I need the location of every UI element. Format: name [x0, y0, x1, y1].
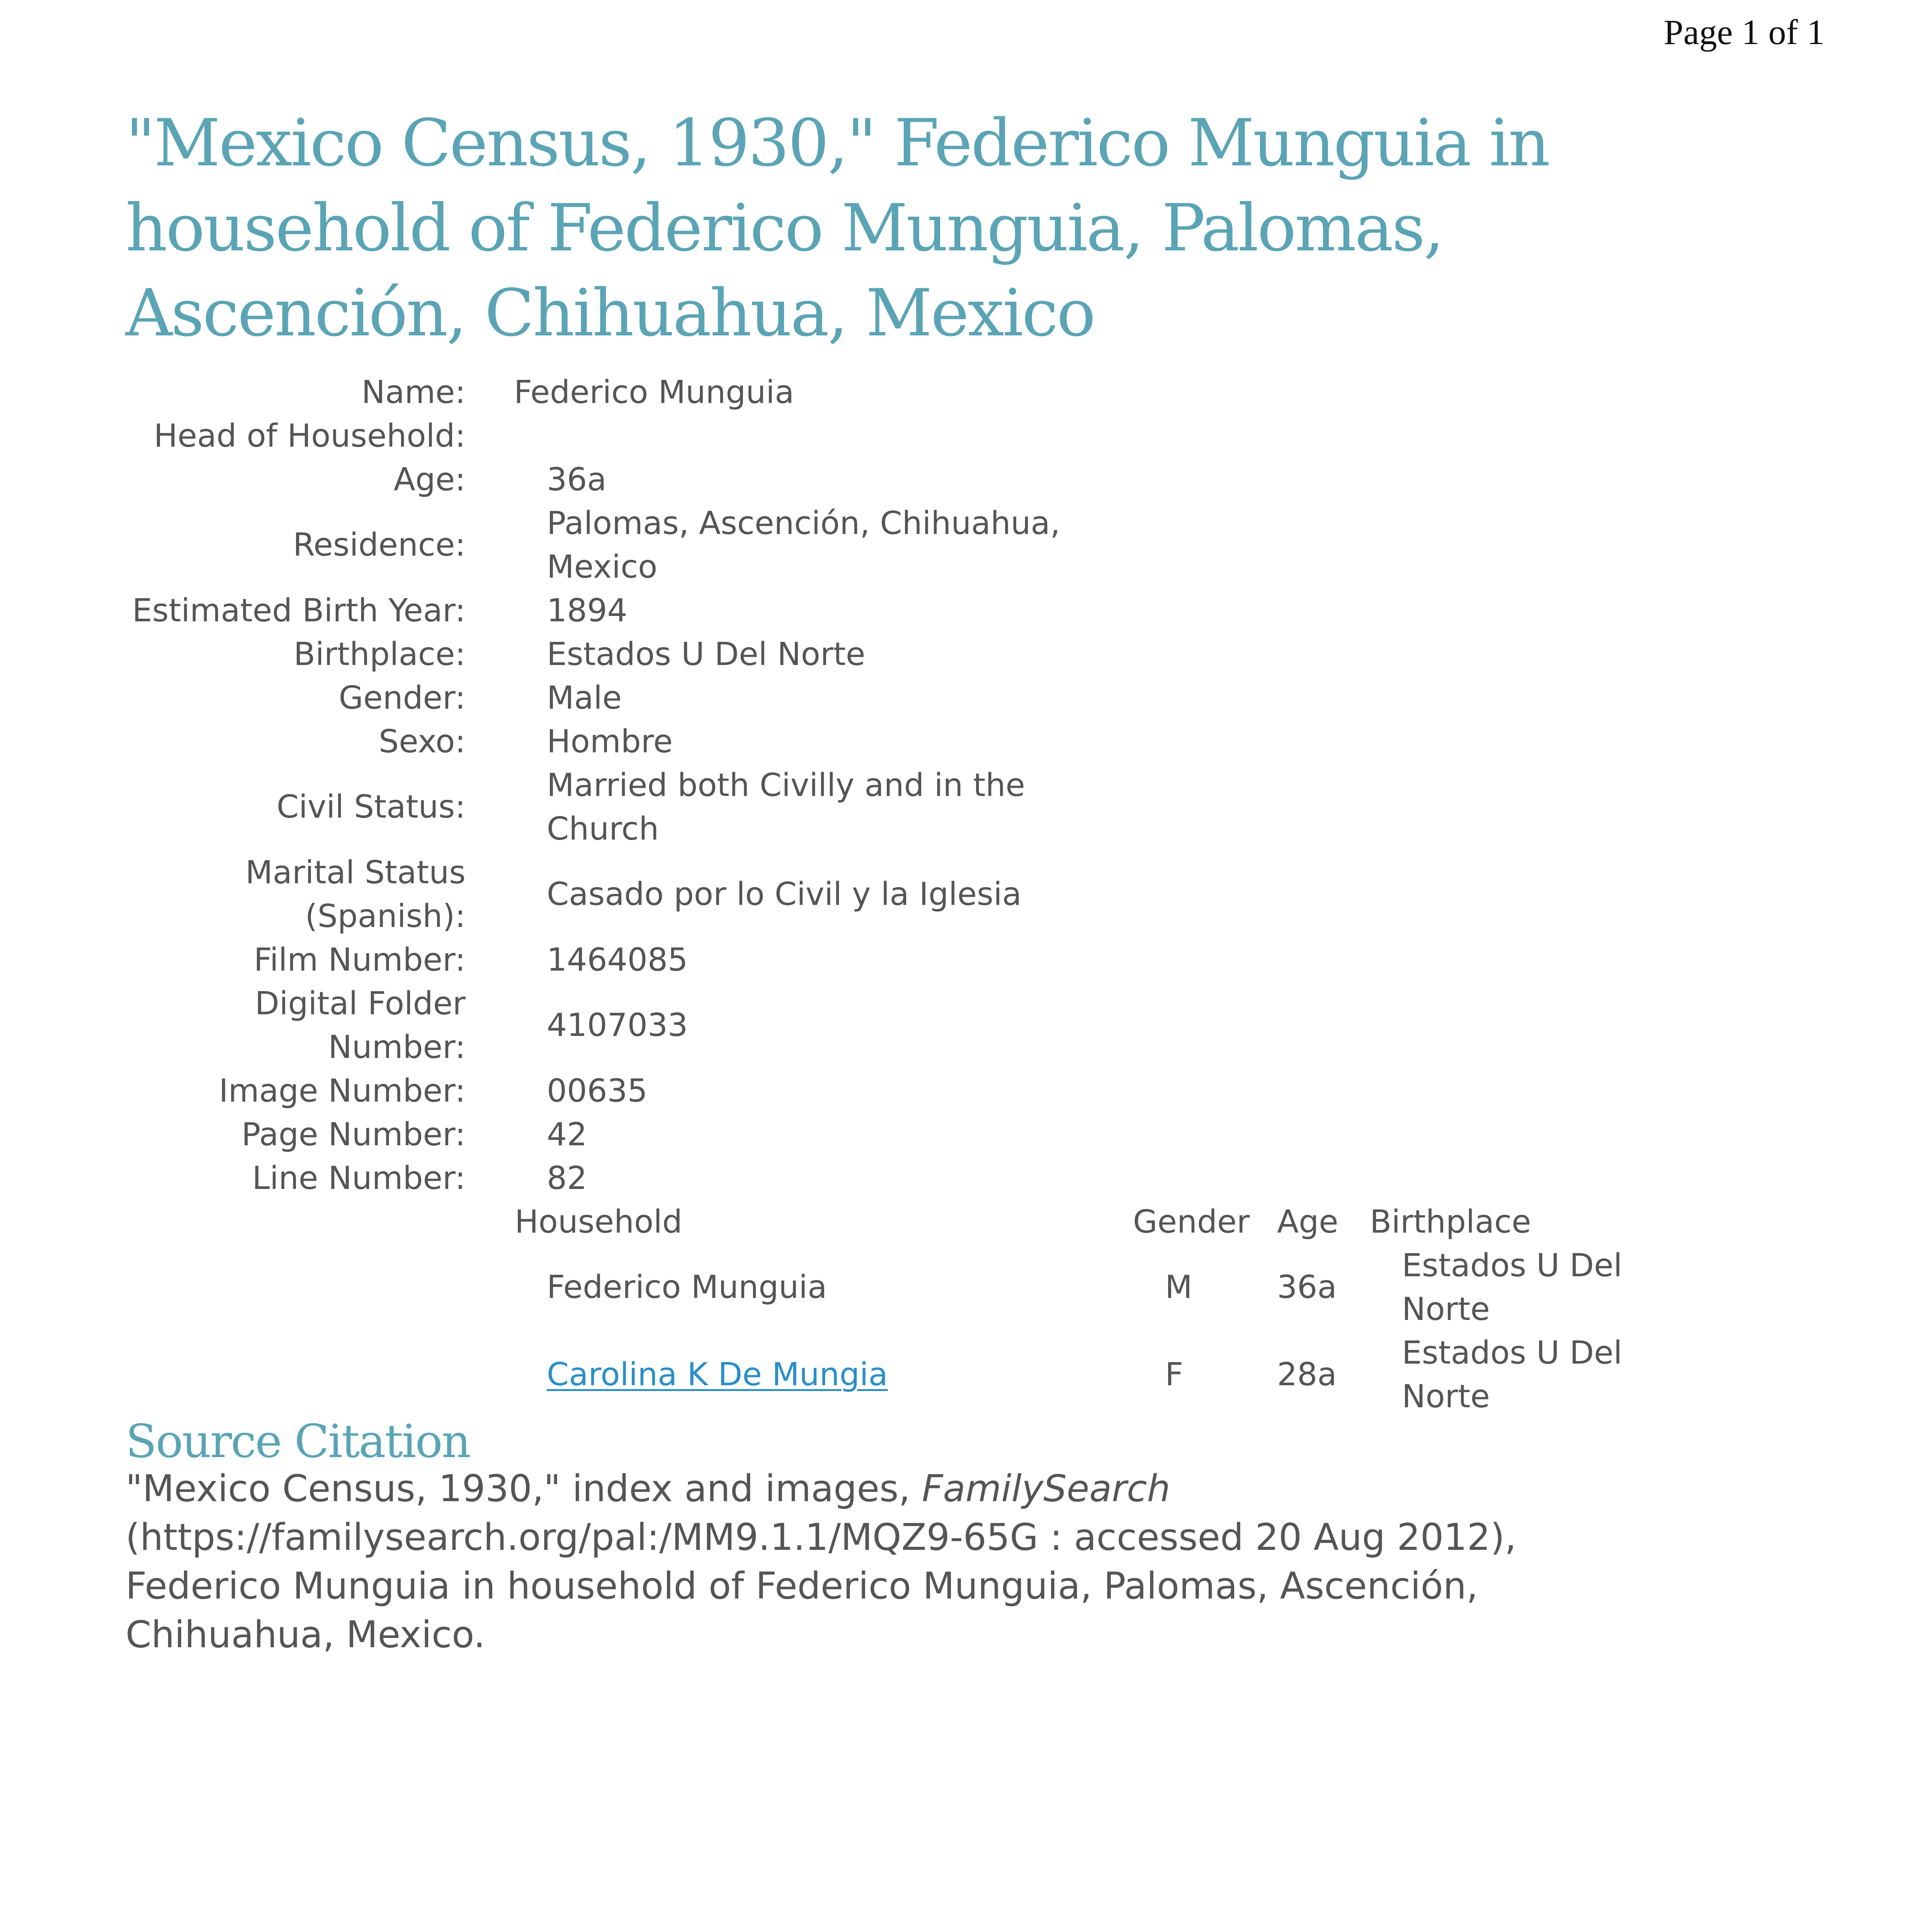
household-member-birthplace: Estados U Del: [1402, 1335, 1622, 1371]
field-value: Married both Civilly and in the: [547, 767, 1025, 804]
field-label-continued: Number:: [328, 1029, 466, 1066]
household-member-birthplace-continued: Norte: [1402, 1378, 1490, 1415]
household-member-age: 28a: [1277, 1356, 1337, 1393]
field-label: Estimated Birth Year:: [132, 592, 466, 629]
field-label: Image Number:: [219, 1073, 466, 1109]
source-citation-heading: Source Citation: [126, 1415, 470, 1468]
field-label-continued: (Spanish):: [305, 898, 466, 935]
field-value: Estados U Del Norte: [547, 636, 866, 673]
field-value: 1464085: [547, 942, 688, 978]
citation-text-continued: (https://familysearch.org/pal:/MM9.1.1/MQZ9-65G : accessed 20 Aug 2012), Federico Munguia in household of Federico Munguia, Palomas, Ascención, Chihuahua, Mexico.: [126, 1516, 1517, 1656]
household-header: Household: [515, 1204, 682, 1240]
record-title: "Mexico Census, 1930," Federico Munguia in household of Federico Munguia, Palomas, Ascención, Chihuahua, Mexico: [126, 105, 1549, 351]
field-value: 1894: [547, 592, 628, 629]
field-label: Name:: [361, 374, 466, 411]
field-value: 4107033: [547, 1007, 688, 1044]
field-value: 00635: [547, 1073, 648, 1109]
field-label: Sexo:: [379, 723, 466, 760]
field-value-continued: Church: [547, 811, 659, 847]
field-label: Digital Folder: [255, 985, 466, 1022]
household-member-birthplace-continued: Norte: [1402, 1291, 1490, 1328]
citation-text: "Mexico Census, 1930," index and images,: [126, 1468, 922, 1510]
age-header: Age: [1277, 1204, 1338, 1240]
field-value: Male: [547, 680, 622, 716]
source-citation-text: [126, 1464, 1633, 1659]
household-member-name: Federico Munguia: [547, 1269, 827, 1306]
field-value: Palomas, Ascención, Chihuahua,: [547, 505, 1060, 542]
field-value: 42: [547, 1116, 587, 1153]
field-value: Federico Munguia: [514, 374, 794, 411]
household-member-gender: F: [1165, 1356, 1184, 1393]
field-value: Casado por lo Civil y la Iglesia: [547, 876, 1022, 913]
field-label: Residence:: [293, 527, 466, 563]
field-value: 36a: [547, 461, 607, 498]
field-label: Film Number:: [253, 942, 466, 978]
page-indicator: Page 1 of 1: [1663, 12, 1825, 52]
household-member-gender: M: [1165, 1269, 1192, 1306]
field-label: Age:: [393, 461, 466, 498]
household-member-link[interactable]: Carolina K De Mungia: [547, 1356, 888, 1393]
field-label: Birthplace:: [293, 636, 466, 673]
field-label: Head of Household:: [153, 418, 466, 454]
field-value: 82: [547, 1160, 587, 1197]
gender-header: Gender: [1133, 1204, 1250, 1240]
field-label: Marital Status: [245, 854, 466, 891]
field-value: Hombre: [547, 723, 673, 760]
household-member-birthplace: Estados U Del: [1402, 1247, 1622, 1284]
field-value-continued: Mexico: [547, 549, 658, 585]
field-label: Line Number:: [252, 1160, 466, 1197]
field-label: Civil Status:: [276, 789, 466, 825]
field-label: Page Number:: [241, 1116, 466, 1153]
citation-site-name: FamilySearch: [922, 1468, 1170, 1510]
field-label: Gender:: [338, 680, 466, 716]
household-member-age: 36a: [1277, 1269, 1337, 1306]
birthplace-header: Birthplace: [1370, 1204, 1531, 1240]
